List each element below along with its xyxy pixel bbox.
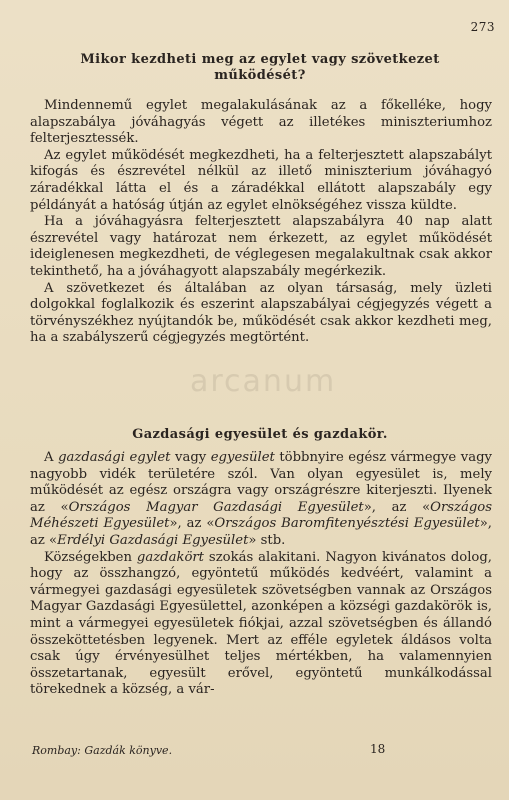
italic-term: gazdakört (136, 549, 204, 565)
watermark: arcanum (190, 364, 337, 399)
italic-org-name: Országos Baromfitenyésztési Egyesület (214, 516, 480, 532)
text-run: Községekben (44, 549, 137, 565)
italic-org-name: Országos Magyar Gazdasági Egyesület (68, 499, 364, 515)
italic-org-name: Országos Méhészeti Egyesület (30, 499, 493, 532)
section-title-line-2: működését? (214, 68, 306, 83)
page-number: 273 (470, 20, 495, 34)
footer-book-title: Rombay: Gazdák könyve. (32, 744, 173, 757)
section-title-gazdasagi-egyesulet: Gazdasági egyesület és gazdakör. (132, 427, 388, 442)
paragraph: Ha a jóváhagyásra felterjesztett alapszabályra 40 nap alatt észrevétel vagy határozat nem érkezett, az egylet működését ideiglenesen megkezdheti, de véglegesen megalakultnak csak akkor tekinthető, ha a jóváhagyott alapszabály megérkezik. (30, 214, 492, 279)
section-body-egylet (30, 98, 492, 347)
text-run: A (44, 450, 59, 465)
paragraph: Mindennemű egylet megalakulásának az a főkelléke, hogy alapszabálya jóváhagyás végett az illetékes miniszteriumhoz felterjesztessék. (30, 98, 492, 147)
paragraph: A szövetkezet és általában az olyan társaság, mely üzleti dolgokkal foglalkozik és eszerint alapszabályai cégjegyzés végett a törvényszékhez nyújtandók be, működését csak akkor kezdheti meg, ha a szabályszerű cégjegyzés megtörtént. (30, 280, 492, 346)
signature-mark: 18 (370, 742, 386, 756)
section-title-egylet-mukodese (30, 52, 490, 84)
text-run: », az « (169, 516, 215, 532)
italic-term: gazdasági egylet (58, 450, 171, 465)
text-run: vagy (170, 450, 211, 465)
section-body-gazdasagi (30, 450, 492, 699)
italic-org-name: Erdélyi Gazdasági Egyesület (57, 532, 249, 548)
text-run: » stb. (248, 532, 286, 548)
text-run: szokás alakitani. Nagyon kivánatos dolog, hogy az összhangzó, egyöntetű működés kedvéért, valamint a vármegyei gazdasági egyesületek szövetségben vannak az Országos Magyar Gazdasági Egyesülettel, azonképen a községi gazdakörök is, mint a vármegyei egyesületek fiókjai, azzal szövetségben és állandó összeköttetésben legyenek. Mert az efféle egyletek áldásos volta csak úgy érvényesülhet teljes mértékben, ha valamennyien összetartanak, egyesült erővel, egyöntetű munkálkodással törekednek a község, a vár- (30, 549, 492, 698)
text-run: többnyire egész vármegye vagy nagyobb vidék területére szól. Van olyan egyesület is, mely működését az egész országra vagy országrészre kiterjeszti. Ilyenek az « (30, 450, 492, 515)
text-run: », az « (30, 516, 492, 548)
paragraph: Az egylet működését megkezdheti, ha a felterjesztett alapszabályt kifogás és észrevétel nélkül az illető miniszterium jóváhagyó záradékkal látta el és a záradékkal ellátott alapszabály egy példányát a hatóság útján az egylet elnökségéhez vissza küldte. (30, 147, 492, 213)
text-run: », az « (363, 499, 431, 515)
paragraph (30, 550, 492, 699)
italic-term: egyesület (210, 450, 275, 465)
section-title-line-1: Mikor kezdheti meg az egylet vagy szövetkezet (80, 52, 440, 67)
paragraph (30, 450, 492, 550)
